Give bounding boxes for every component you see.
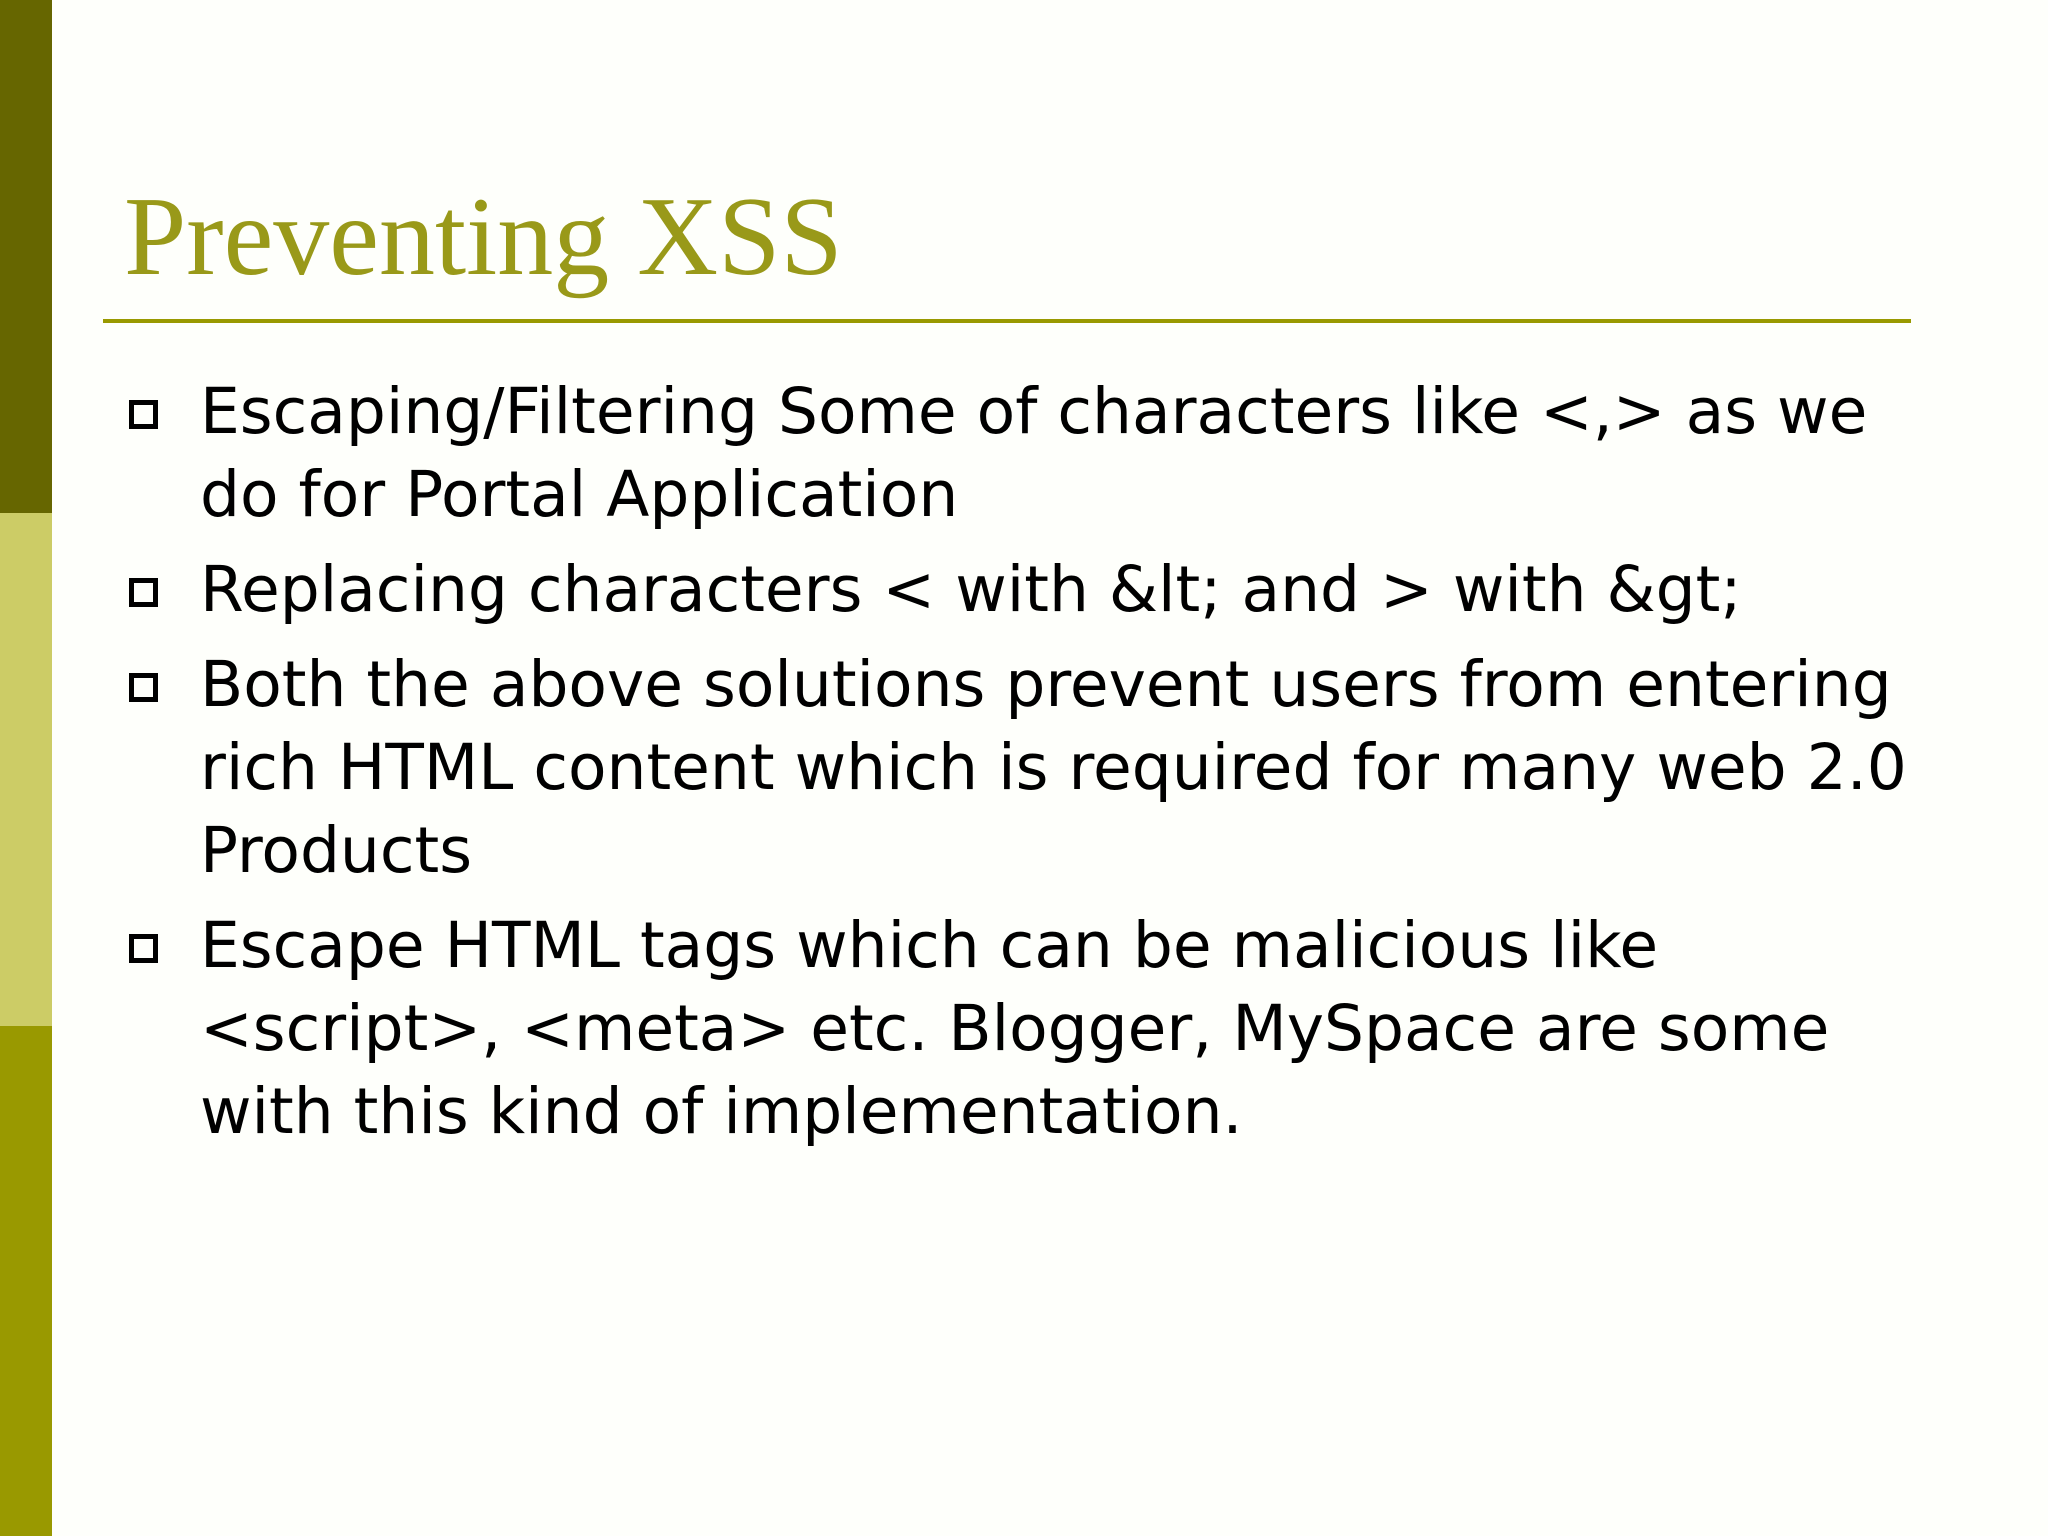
- sidebar-stripe-middle: [0, 513, 52, 1026]
- bullet-item: [124, 370, 1914, 536]
- sidebar-stripe-top: [0, 0, 52, 513]
- hollow-square-icon: [129, 934, 158, 963]
- sidebar-stripe-bottom: [0, 1026, 52, 1536]
- bullet-text: Escaping/Filtering Some of characters like <,> as we do for Portal Application: [200, 375, 1868, 531]
- slide-title: Preventing XSS: [124, 175, 843, 299]
- bullet-item: [124, 904, 1914, 1153]
- bullet-text: Replacing characters < with &lt; and > with &gt;: [200, 553, 1742, 626]
- hollow-square-icon: [129, 673, 158, 702]
- bullet-text: Both the above solutions prevent users from entering rich HTML content which is required for many web 2.0 Products: [200, 648, 1907, 887]
- bullet-text: Escape HTML tags which can be malicious like <script>, <meta> etc. Blogger, MySpace are some with this kind of implementation.: [200, 909, 1830, 1148]
- hollow-square-icon: [129, 578, 158, 607]
- bullet-item: [124, 643, 1914, 892]
- title-underline: [103, 319, 1911, 323]
- bullet-item: [124, 548, 1914, 631]
- hollow-square-icon: [129, 400, 158, 429]
- bullet-list: [124, 370, 1914, 1165]
